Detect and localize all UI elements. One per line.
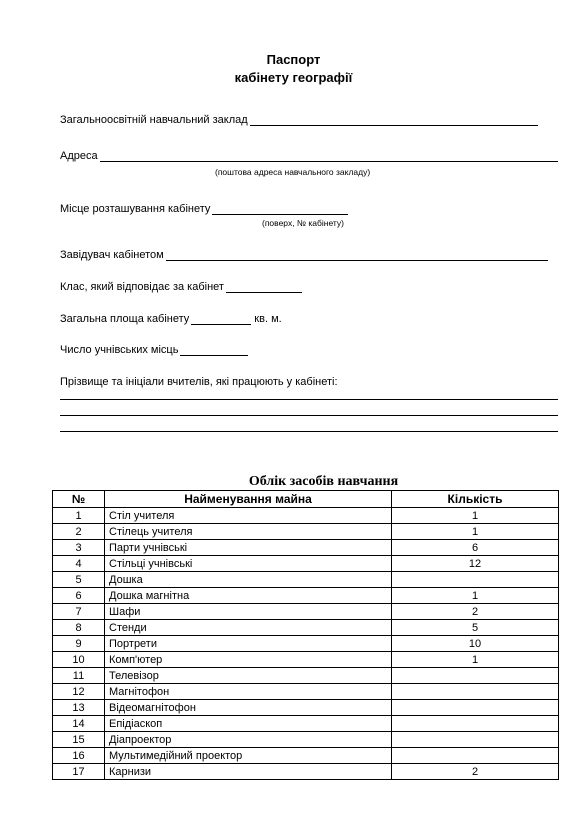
row-name: Дошка магнітна (105, 588, 392, 604)
address-line (100, 150, 558, 162)
row-name: Епідіаскоп (105, 716, 392, 732)
row-name: Карнизи (105, 764, 392, 780)
location-label: Місце розташування кабінету (60, 203, 211, 215)
seats-field (60, 344, 248, 356)
location-field (60, 203, 348, 215)
row-quantity (392, 668, 559, 684)
row-quantity: 1 (392, 508, 559, 524)
row-number: 2 (53, 524, 105, 540)
teachers-line-3 (60, 431, 558, 432)
class-field (60, 281, 302, 293)
table-title: Облік засобів навчання (248, 474, 399, 489)
head-field (60, 249, 548, 261)
row-number: 11 (53, 668, 105, 684)
row-name: Телевізор (105, 668, 392, 684)
row-name: Дошка (105, 572, 392, 588)
inventory-table (52, 490, 559, 780)
area-label: Загальна площа кабінету (60, 313, 190, 325)
row-number: 3 (53, 540, 105, 556)
row-quantity (392, 732, 559, 748)
row-name: Парти учнівські (105, 540, 392, 556)
row-quantity: 2 (392, 604, 559, 620)
table-row (53, 652, 559, 668)
row-quantity (392, 684, 559, 700)
document-subtitle: кабінету географії (234, 70, 353, 85)
row-name: Мультимедійний проектор (105, 748, 392, 764)
table-row (53, 700, 559, 716)
address-hint: (поштова адреса навчального закладу) (215, 167, 371, 177)
row-number: 5 (53, 572, 105, 588)
row-name: Діапроектор (105, 732, 392, 748)
row-number: 16 (53, 748, 105, 764)
teachers-field (60, 376, 338, 388)
row-name: Портрети (105, 636, 392, 652)
table-row (53, 636, 559, 652)
table-row (53, 508, 559, 524)
class-line (226, 281, 302, 293)
table-row (53, 732, 559, 748)
row-quantity: 10 (392, 636, 559, 652)
head-label: Завідувач кабінетом (60, 249, 164, 261)
class-label: Клас, який відповідає за кабінет (60, 281, 224, 293)
row-name: Шафи (105, 604, 392, 620)
table-row (53, 572, 559, 588)
school-label: Загальноосвітній навчальний заклад (60, 114, 248, 126)
table-row (53, 588, 559, 604)
row-quantity (392, 700, 559, 716)
row-number: 9 (53, 636, 105, 652)
row-name: Стіл учителя (105, 508, 392, 524)
row-number: 12 (53, 684, 105, 700)
row-quantity: 12 (392, 556, 559, 572)
row-number: 7 (53, 604, 105, 620)
table-row (53, 620, 559, 636)
row-quantity (392, 748, 559, 764)
table-row (53, 604, 559, 620)
table-header-row (53, 491, 559, 508)
row-number: 14 (53, 716, 105, 732)
row-number: 10 (53, 652, 105, 668)
row-quantity: 1 (392, 588, 559, 604)
row-quantity (392, 572, 559, 588)
row-name: Відеомагнітофон (105, 700, 392, 716)
table-row (53, 684, 559, 700)
location-line (212, 203, 348, 215)
seats-label: Число учнівських місць (60, 344, 179, 356)
address-label: Адреса (60, 150, 98, 162)
row-name: Стенди (105, 620, 392, 636)
row-name: Стілець учителя (105, 524, 392, 540)
header-number: № (53, 491, 105, 508)
row-name: Стільці учнівські (105, 556, 392, 572)
row-number: 6 (53, 588, 105, 604)
row-name: Комп'ютер (105, 652, 392, 668)
address-field (60, 150, 558, 162)
row-quantity: 2 (392, 764, 559, 780)
header-name: Найменування майна (105, 491, 392, 508)
seats-line (180, 344, 248, 356)
school-field (60, 114, 538, 126)
row-quantity: 6 (392, 540, 559, 556)
table-row (53, 748, 559, 764)
row-quantity: 1 (392, 524, 559, 540)
table-row (53, 716, 559, 732)
teachers-label: Прізвище та ініціали вчителів, які працюють у кабінеті: (60, 376, 338, 388)
table-row (53, 764, 559, 780)
table-row (53, 556, 559, 572)
area-line (191, 313, 251, 325)
header-quantity: Кількість (392, 491, 559, 508)
area-unit: кв. м. (254, 313, 282, 325)
teachers-line-2 (60, 415, 558, 416)
location-hint: (поверх, № кабінету) (262, 218, 344, 228)
row-quantity: 5 (392, 620, 559, 636)
table-row (53, 540, 559, 556)
row-number: 17 (53, 764, 105, 780)
table-row (53, 668, 559, 684)
row-name: Магнітофон (105, 684, 392, 700)
row-number: 15 (53, 732, 105, 748)
row-quantity: 1 (392, 652, 559, 668)
row-quantity (392, 716, 559, 732)
row-number: 1 (53, 508, 105, 524)
school-line (250, 114, 538, 126)
area-field (60, 313, 282, 325)
head-line (166, 249, 548, 261)
table-row (53, 524, 559, 540)
teachers-line-1 (60, 399, 558, 400)
row-number: 13 (53, 700, 105, 716)
row-number: 4 (53, 556, 105, 572)
row-number: 8 (53, 620, 105, 636)
document-title: Паспорт (266, 52, 321, 67)
